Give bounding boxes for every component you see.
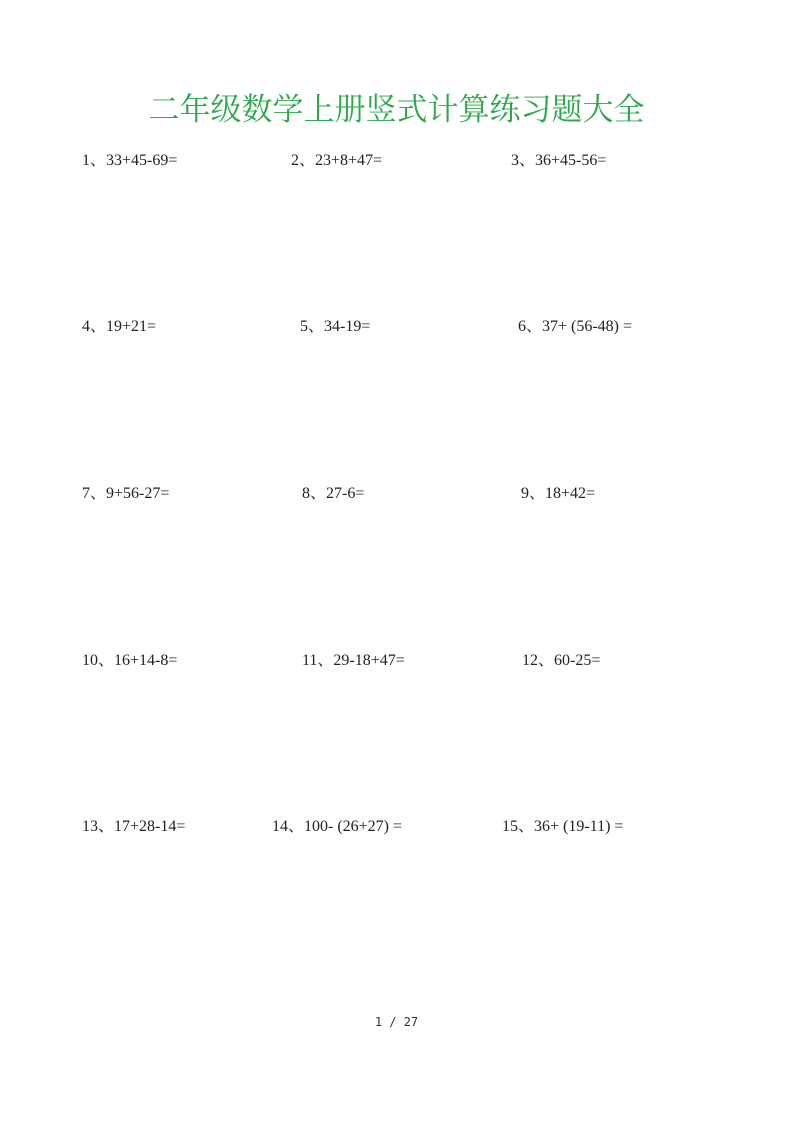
- problem-12: 12、60-25=: [522, 652, 601, 669]
- problem-2: 2、23+8+47=: [291, 152, 383, 169]
- problem-1: 1、33+45-69=: [82, 152, 178, 169]
- problem-13: 13、17+28-14=: [82, 818, 186, 835]
- problem-11: 11、29-18+47=: [302, 652, 405, 669]
- problem-5: 5、34-19=: [300, 318, 371, 335]
- problem-3: 3、36+45-56=: [511, 152, 607, 169]
- problem-15: 15、36+ (19-11) =: [502, 818, 624, 835]
- problem-14: 14、100- (26+27) =: [272, 818, 403, 835]
- problem-4: 4、19+21=: [82, 318, 157, 335]
- page-number: 1 / 27: [374, 1015, 419, 1029]
- problem-7: 7、9+56-27=: [82, 485, 170, 502]
- problem-6: 6、37+ (56-48) =: [518, 318, 633, 335]
- problem-9: 9、18+42=: [521, 485, 596, 502]
- page-title: 二年级数学上册竖式计算练习题大全: [148, 92, 645, 128]
- problem-8: 8、27-6=: [302, 485, 365, 502]
- problem-10: 10、16+14-8=: [82, 652, 178, 669]
